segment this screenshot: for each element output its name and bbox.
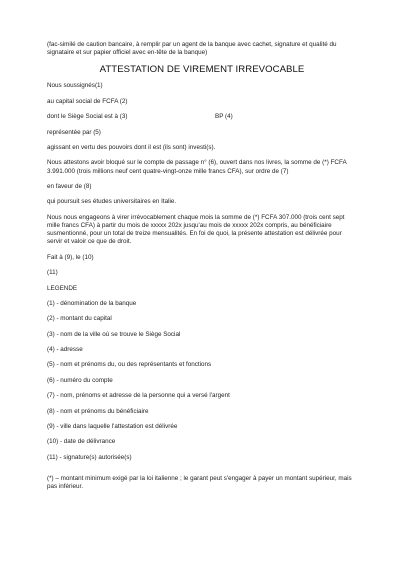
document-title: ATTESTATION DE VIREMENT IRREVOCABLE [99,64,305,76]
intro-note: (fac-similé de caution bancaire, à remplir par un agent de la banque avec cachet, signature et qualité du signataire et sur papier officiel avec en-tête de la banque) [47,41,337,57]
line-head-office [47,113,357,121]
legend-item: (10) - date de délivrance [47,438,116,446]
head-office-text: dont le Siège Social est à (3) [47,113,128,121]
legend-heading: LEGENDE [47,284,78,292]
line-beneficiary: en faveur de (8) [47,182,92,190]
line-studies: qui poursuit ses études universitaires en Italie. [47,198,177,206]
legend-item: (1) - dénomination de la banque [47,299,137,307]
document-body [47,41,357,499]
legend-item: (3) - nom de la ville où se trouve le Siège Social [47,330,181,338]
legend-item: (2) - montant du capital [47,315,112,323]
paragraph-commitment: Nous nous engageons à virer irrévocablement chaque mois la somme de (*) FCFA 307.000 (trois cent sept mille francs CFA) à partir du mois de xxxxx 202x jusqu'au mois de xxxxx 202x compris, au bénéficiaire susmentionné, pour un total de treize mensualités. En foi de quoi, la présente attestation est délivrée pour servir et valoir ce que de droit. [47,213,345,246]
legend-item: (5) - nom et prénoms du, ou des représentants et fonctions [47,361,212,369]
legend-item: (4) - adresse [47,346,83,354]
line-undersigned: Nous soussignés(1) [47,82,103,90]
po-box-text: BP (4) [215,113,233,121]
legend-item: (8) - nom et prénoms du bénéficiaire [47,407,149,415]
legend-item: (11) - signature(s) autorisée(s) [47,453,132,461]
footnote: (*) – montant minimum exigé par la loi italienne ; le garant peut s'engager à payer un montant supérieur, mais pas inférieur. [47,475,352,491]
legend-item: (7) - nom, prénoms et adresse de la personne qui a versé l'argent [47,392,230,400]
legend-item: (6) - numéro du compte [47,376,113,384]
legend-item: (9) - ville dans laquelle l'attestation est délivrée [47,423,178,431]
line-place-date: Fait à (9), le (10) [47,253,94,261]
paragraph-attestation: Nous attestons avoir bloqué sur le compte de passage n° (6), ouvert dans nos livres, la somme de (*) FCFA 3.991.000 (trois millions neuf cent quatre-vingt-onze mille francs CFA), sur ordre de (7) [47,159,347,175]
line-represented-by: représentée par (5) [47,128,101,136]
line-powers: agissant en vertu des pouvoirs dont il est (ils sont) investi(s). [47,143,216,151]
line-capital: au capital social de FCFA (2) [47,97,128,105]
legend-list [47,300,357,462]
line-signature-ref: (11) [47,269,58,277]
